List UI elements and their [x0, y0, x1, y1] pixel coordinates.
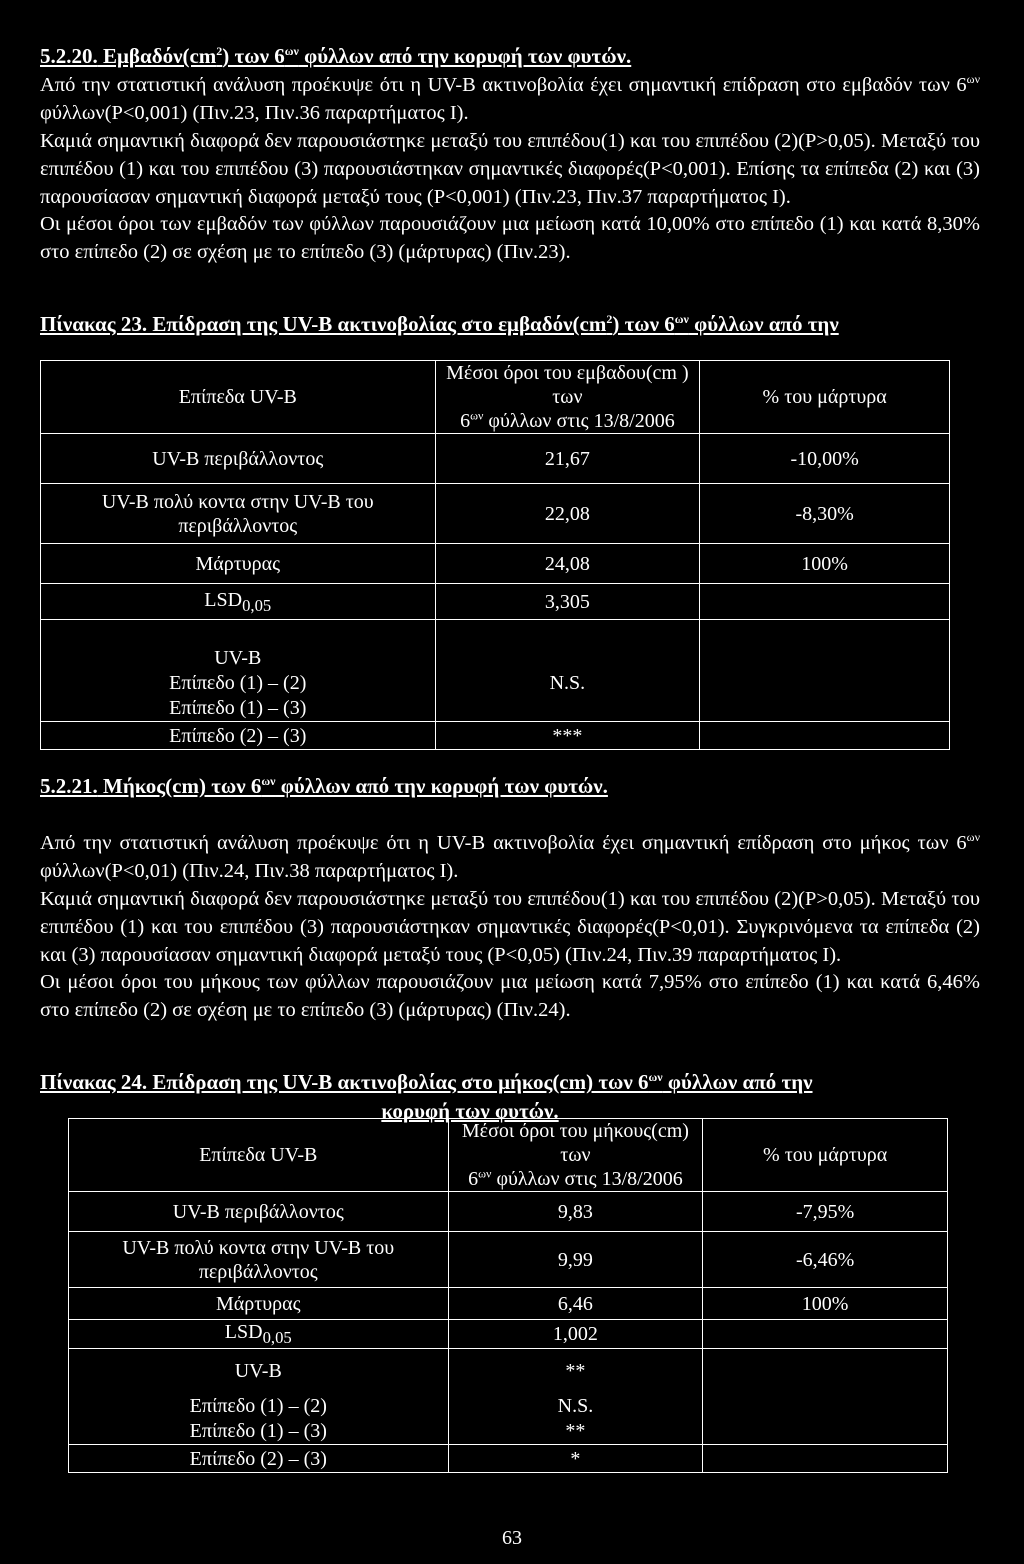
header-cell: Επίπεδα UV-B	[41, 361, 436, 434]
header-cell: % του μάρτυρα	[703, 1119, 948, 1192]
heading-text-pre: Μήκος(cm) των 6	[103, 774, 262, 798]
caption-text: φύλλων από την	[688, 312, 839, 336]
table-header-row	[69, 1119, 948, 1192]
header-text-part: 6	[460, 410, 471, 432]
row-pct: -7,95%	[703, 1192, 948, 1232]
table-row-lsd	[41, 584, 950, 620]
row-label: UV-B πολύ κοντα στην UV-B του περιβάλλοντος	[41, 484, 436, 544]
lsd-sub: 0,05	[242, 595, 272, 615]
row-pct: -6,46%	[703, 1232, 948, 1288]
row-label: Μάρτυρας	[69, 1288, 449, 1320]
row-value: 9,83	[448, 1192, 703, 1232]
table-row-comparison	[41, 722, 950, 750]
section-heading-5-2-21	[40, 772, 608, 801]
table-row	[41, 484, 950, 544]
caption-text: Πίνακας 23. Επίδραση της UV-B ακτινοβολίας στο εμβαδόν(cm	[40, 312, 607, 336]
row-pct	[703, 1419, 948, 1445]
heading-sup: 2	[216, 44, 223, 58]
caption-text: φύλλων από την	[662, 1070, 813, 1094]
heading-sup: ων	[261, 774, 276, 788]
heading-sup2: ων	[284, 44, 299, 58]
lsd-label: LSD	[204, 588, 243, 611]
heading-number: 5.2.20.	[40, 44, 98, 68]
heading-number: 5.2.21.	[40, 774, 98, 798]
caption-text: ) των 6	[612, 312, 675, 336]
table-23	[40, 360, 950, 750]
row-value: 22,08	[435, 484, 700, 544]
table-row-uvb	[69, 1349, 948, 1393]
row-value: 3,305	[435, 584, 700, 620]
row-value: 6,46	[448, 1288, 703, 1320]
paragraph: Καμιά σημαντική διαφορά δεν παρουσιάστηκε μεταξύ του επιπέδου(1) και του επιπέδου (2)(P>0,05). Μεταξύ του επιπέδου (1) και του επιπέδου (3) παρουσιάστηκαν σημαντικές διαφορές(P<0,01). Συγκρινόμενα τα επίπεδα (2) και (3) παρουσίασαν σημαντική διαφορά μεταξύ τους (P<0,05) (Πιν.24, Πιν.39 παραρτήματος Ι).	[40, 887, 980, 966]
header-text-part: φύλλων στις 13/8/2006	[491, 1168, 683, 1190]
row-value: **	[448, 1349, 703, 1393]
row-value: *	[448, 1445, 703, 1473]
table-header-row	[41, 361, 950, 434]
row-label: Μάρτυρας	[41, 544, 436, 584]
table-row-comparison	[41, 696, 950, 722]
caption-sup: ων	[674, 312, 689, 326]
header-sup: ων	[478, 1166, 492, 1181]
header-text: Μέσοι όροι του εμβαδου(cm ) των	[446, 362, 689, 408]
table-row	[69, 1232, 948, 1288]
header-cell: Επίπεδα UV-B	[69, 1119, 449, 1192]
caption-sup: ων	[648, 1070, 663, 1084]
paragraph-text: φύλλων(P<0,01) (Πιν.24, Πιν.38 παραρτήματος Ι).	[40, 859, 459, 882]
row-label: UV-B περιβάλλοντος	[41, 434, 436, 484]
lsd-label: LSD	[224, 1321, 263, 1343]
row-pct	[703, 1445, 948, 1473]
row-label: Επίπεδο (2) – (3)	[69, 1445, 449, 1473]
row-pct: 100%	[703, 1288, 948, 1320]
row-label: UV-B πολύ κοντα στην UV-B του περιβάλλοντος	[69, 1232, 449, 1288]
caption-line-2: κορυφή των φυτών.	[381, 1098, 559, 1123]
paragraph-text: φύλλων(P<0,001) (Πιν.23, Πιν.36 παραρτήματος Ι).	[40, 101, 469, 124]
row-label: UV-B	[69, 1349, 449, 1393]
caption-sup: 2	[606, 312, 613, 326]
lsd-sub: 0,05	[262, 1328, 292, 1347]
row-pct	[700, 722, 950, 750]
paragraph: Οι μέσοι όροι των εμβαδόν των φύλλων παρουσιάζουν μια μείωση κατά 10,00% στο επίπεδο (1) και κατά 8,30% στο επίπεδο (2) σε σχέση με το επίπεδο (3) (μάρτυρας) (Πιν.23).	[40, 213, 980, 264]
section-heading-5-2-20	[40, 42, 631, 71]
paragraph-text: Από την στατιστική ανάλυση προέκυψε ότι η UV-B ακτινοβολία έχει σημαντική επίδραση στο μήκος των 6	[40, 832, 967, 854]
paragraph-sup: ων	[966, 830, 980, 845]
table-row	[69, 1288, 948, 1320]
paragraph: Οι μέσοι όροι του μήκους των φύλλων παρουσιάζουν μια μείωση κατά 7,95% στο επίπεδο (1) και κατά 6,46% στο επίπεδο (2) σε σχέση με το επίπεδο (3) (μάρτυρας) (Πιν.24).	[40, 971, 980, 1022]
table-row	[69, 1192, 948, 1232]
table-row-lsd	[69, 1320, 948, 1349]
paragraph-sup: ων	[966, 72, 980, 87]
row-value: ***	[435, 722, 700, 750]
paragraph	[40, 72, 980, 128]
header-cell: % του μάρτυρα	[700, 361, 950, 434]
heading-text-pre: Εμβαδόν(cm	[103, 44, 217, 68]
heading-text-mid: ) των 6	[222, 44, 285, 68]
row-value	[435, 696, 700, 722]
paragraph-text: Από την στατιστική ανάλυση προέκυψε ότι η UV-B ακτινοβολία έχει σημαντική επίδραση στο εμβαδόν των 6	[40, 74, 967, 96]
row-value: N.S.	[435, 670, 700, 696]
row-pct	[703, 1349, 948, 1393]
header-cell	[435, 361, 700, 434]
row-label	[41, 584, 436, 620]
row-value: 9,99	[448, 1232, 703, 1288]
row-label: UV-B περιβάλλοντος	[69, 1192, 449, 1232]
table-24	[68, 1118, 948, 1473]
row-pct: 100%	[700, 544, 950, 584]
header-text-part: φύλλων στις 13/8/2006	[483, 410, 675, 432]
row-pct: -8,30%	[700, 484, 950, 544]
row-pct	[700, 584, 950, 620]
row-value	[435, 620, 700, 670]
row-label	[69, 1320, 449, 1349]
heading-text-post: φύλλων από την κορυφή των φυτών.	[275, 774, 608, 798]
row-pct	[700, 670, 950, 696]
table-row-uvb	[41, 620, 950, 670]
row-label: Επίπεδο (1) – (2)	[41, 670, 436, 696]
paragraph	[40, 830, 980, 886]
section-2-body	[40, 830, 980, 1025]
caption-text: Πίνακας 24. Επίδραση της UV-B ακτινοβολίας στο μήκος(cm) των 6	[40, 1070, 649, 1094]
row-value: **	[448, 1419, 703, 1445]
table-row	[41, 434, 950, 484]
row-value: 24,08	[435, 544, 700, 584]
table-23-caption	[40, 310, 980, 339]
row-label: Επίπεδο (2) – (3)	[41, 722, 436, 750]
table-24-caption	[40, 1068, 900, 1125]
section-1-body	[40, 72, 980, 267]
paragraph: Καμιά σημαντική διαφορά δεν παρουσιάστηκε μεταξύ του επιπέδου(1) και του επιπέδου (2)(P>0,05). Μεταξύ του επιπέδου (1) και του επιπέδου (3) παρουσιάστηκαν σημαντικές διαφορές(P<0,001). Επίσης τα επίπεδα (2) και (3) παρουσίασαν σημαντική διαφορά μεταξύ τους (P<0,001) (Πιν.23, Πιν.37 παραρτήματος Ι).	[40, 129, 980, 208]
row-value: N.S.	[448, 1393, 703, 1419]
table-row-comparison	[69, 1445, 948, 1473]
header-cell	[448, 1119, 703, 1192]
row-pct	[703, 1393, 948, 1419]
table-row	[41, 544, 950, 584]
row-pct	[703, 1320, 948, 1349]
row-pct: -10,00%	[700, 434, 950, 484]
row-pct	[700, 696, 950, 722]
table-row-comparison	[41, 670, 950, 696]
table-row-comparison	[69, 1419, 948, 1445]
row-value: 21,67	[435, 434, 700, 484]
row-pct	[700, 620, 950, 670]
row-label: Επίπεδο (1) – (2)	[69, 1393, 449, 1419]
header-text	[457, 1167, 695, 1191]
heading-text-post: φύλλων από την κορυφή των φυτών.	[298, 44, 632, 68]
row-label: UV-B	[41, 620, 436, 670]
header-text-part: 6	[468, 1168, 479, 1190]
row-label: Επίπεδο (1) – (3)	[41, 696, 436, 722]
row-label: Επίπεδο (1) – (3)	[69, 1419, 449, 1445]
row-value: 1,002	[448, 1320, 703, 1349]
table-row-comparison	[69, 1393, 948, 1419]
page-number: 63	[502, 1527, 522, 1549]
header-sup: ων	[470, 408, 484, 423]
header-text: Μέσοι όροι του μήκους(cm) των	[461, 1120, 689, 1166]
header-text	[444, 409, 692, 433]
